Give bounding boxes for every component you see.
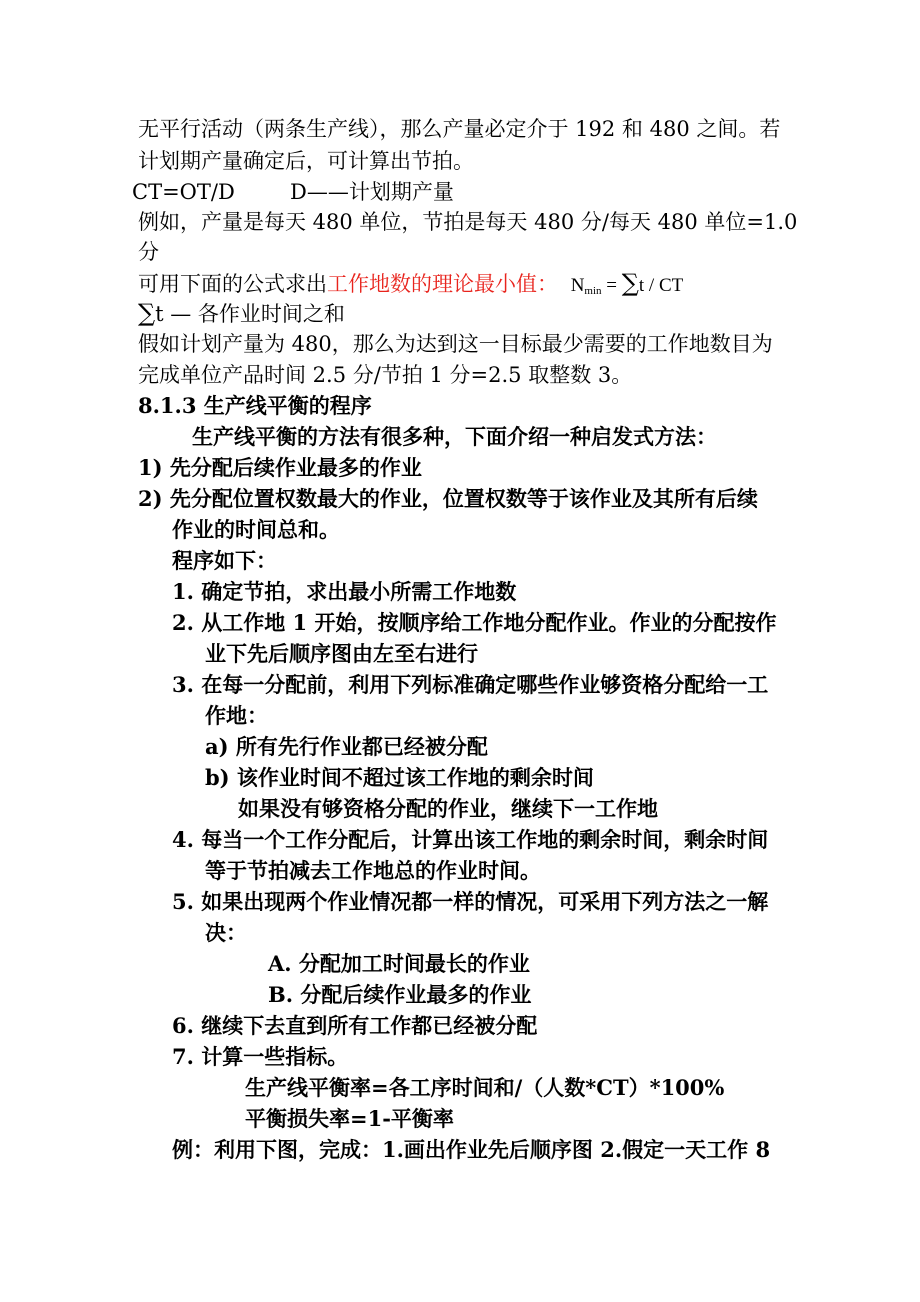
example-line: 例：利用下图，完成：1.画出作业先后顺序图 2.假定一天工作 8 [172,1137,771,1162]
paragraph-line: 无平行活动（两条生产线），那么产量必定介于 192 和 480 之间。若 [138,117,781,141]
step-item: 4. 每当一个工作分配后，计算出该工作地的剩余时间，剩余时间 [172,827,769,852]
sub-item: b) 该作业时间不超过该工作地的剩余时间 [205,765,594,790]
formula-ct: CT=OT/D [132,180,235,204]
sum-definition [138,298,345,329]
step-item-cont: 决： [205,920,247,945]
formula-equals: = [601,275,622,296]
step-item-cont: 等于节拍减去工作地总的作业时间。 [205,858,541,883]
formula-d-definition: D——计划期产量 [290,180,454,204]
step-item-cont: 业下先后顺序图由左至右进行 [205,641,478,666]
sigma-symbol: ∑ [621,269,639,297]
step-item: 6. 继续下去直到所有工作都已经被分配 [172,1013,538,1038]
rule-item-cont: 作业的时间总和。 [172,517,340,542]
section-heading: 8.1.3 生产线平衡的程序 [138,393,372,418]
paragraph-line: 计划期产量确定后，可计算出节拍。 [138,149,474,173]
example-line: 分 [138,240,159,264]
rule-item: 2) 先分配位置权数最大的作业，位置权数等于该作业及其所有后续 [138,486,758,511]
sub-item: B. 分配后续作业最多的作业 [268,982,532,1007]
step-item: 3. 在每一分配前，利用下列标准确定哪些作业够资格分配给一工 [172,672,769,697]
nmin-prefix: 可用下面的公式求出 [138,272,327,296]
example-line: 例如，产量是每天 480 单位，节拍是每天 480 分/每天 480 单位=1.0 [138,210,798,234]
formula-n: N [570,275,585,296]
step-item: 1. 确定节拍，求出最小所需工作地数 [172,579,517,604]
sum-text: t — 各作业时间之和 [155,302,345,326]
rule-item: 1) 先分配后续作业最多的作业 [138,455,422,480]
formula-sub: min [584,285,602,297]
sub-item-note: 如果没有够资格分配的作业，继续下一工作地 [238,796,658,821]
procedure-title: 程序如下： [172,548,277,573]
step-item: 7. 计算一些指标。 [172,1044,349,1069]
sub-item: A. 分配加工时间最长的作业 [268,951,530,976]
step-item: 5. 如果出现两个作业情况都一样的情况，可采用下列方法之一解 [172,889,769,914]
sigma-symbol: ∑ [138,299,156,327]
metric-formula: 平衡损失率=1-平衡率 [245,1106,454,1131]
paragraph-line: 假如计划产量为 480，那么为达到这一目标最少需要的工作地数目为 [138,332,773,356]
step-item: 2. 从工作地 1 开始，按顺序给工作地分配作业。作业的分配按作 [172,610,777,635]
section-intro: 生产线平衡的方法有很多种，下面介绍一种启发式方法： [192,424,717,449]
sub-item: a) 所有先行作业都已经被分配 [205,734,488,759]
metric-formula: 生产线平衡率=各工序时间和/（人数*CT）*100% [245,1075,725,1100]
formula-tail: t / CT [638,275,684,296]
paragraph-line: 完成单位产品时间 2.5 分/节拍 1 分=2.5 取整数 3。 [138,363,633,387]
step-item-cont: 作地： [205,703,268,728]
nmin-highlight: 工作地数的理论最小值： [327,272,558,296]
nmin-formula [570,269,684,297]
